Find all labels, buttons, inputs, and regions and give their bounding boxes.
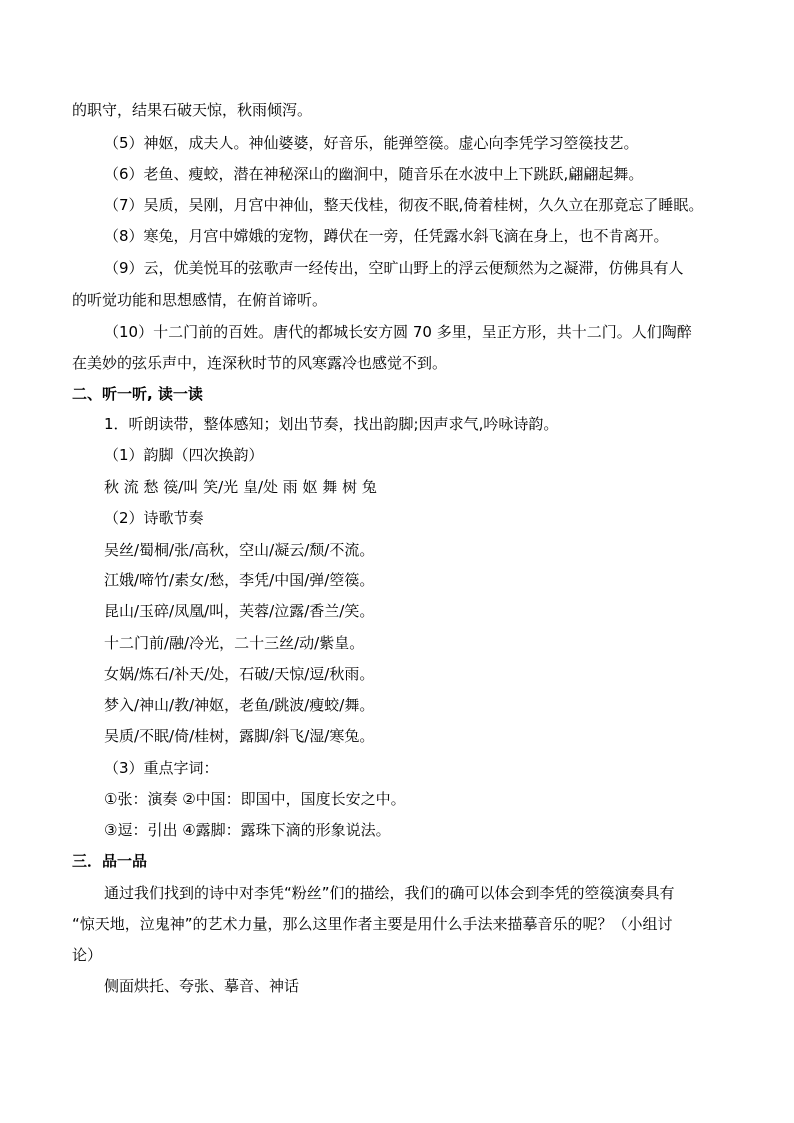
text-line-29: 侧面烘托、夸张、摹音、神话 (104, 977, 300, 995)
text-line-28: 论） (72, 946, 103, 964)
poem-line-3: 昆山/玉碎/凤凰/叫，芙蓉/泣露/香兰/笑。 (104, 602, 375, 620)
section-heading-3: 三．品一品 (72, 852, 148, 870)
text-line-6: （9）云，优美悦耳的弦歌声一经传出，空旷山野上的浮云便颓然为之凝滞，仿佛具有人 (104, 259, 684, 277)
section-heading-2: 二、听一听, 读一读 (72, 385, 203, 403)
text-line-1: 的职守，结果石破天惊，秋雨倾泻。 (72, 101, 313, 119)
poem-line-6: 梦入/神山/教/神妪，老鱼/跳波/瘦蛟/舞。 (104, 696, 375, 714)
text-line-2: （5）神妪，成夫人。神仙婆婆，好音乐，能弹箜篌。虚心向李凭学习箜篌技艺。 (104, 134, 639, 152)
text-line-11: 1．听朗读带，整体感知；划出节奏，找出韵脚;因声求气,吟咏诗韵。 (104, 415, 559, 433)
poem-line-2: 江娥/啼竹/素女/愁，李凭/中国/弹/箜篌。 (104, 571, 375, 589)
keyword-line-2: ③逗：引出 ④露脚：露珠下滴的形象说法。 (104, 821, 391, 839)
text-line-7: 的听觉功能和思想感情，在俯首谛听。 (72, 291, 328, 309)
text-line-22: （3）重点字词： (104, 759, 219, 777)
text-line-4: （7）吴质，吴刚，月宫中神仙，整天伐桂，彻夜不眠,倚着桂树，久久立在那竟忘了睡眠。 (104, 196, 704, 214)
poem-line-1: 吴丝/蜀桐/张/高秋，空山/凝云/颓/不流。 (104, 541, 375, 559)
poem-line-7: 吴质/不眠/倚/桂树，露脚/斜飞/湿/寒兔。 (104, 727, 375, 745)
text-line-12: （1）韵脚（四次换韵） (104, 446, 264, 464)
poem-line-5: 女娲/炼石/补天/处，石破/天惊/逗/秋雨。 (104, 665, 375, 683)
keyword-line-1: ①张：演奏 ②中国：即国中，国度长安之中。 (104, 790, 406, 808)
text-line-9: 在美妙的弦乐声中，连深秋时节的风寒露冷也感觉不到。 (72, 354, 448, 372)
poem-line-4: 十二门前/融/冷光，二十三丝/动/紫皇。 (104, 634, 365, 652)
text-line-13: 秋 流 愁 篌/叫 笑/光 皇/处 雨 妪 舞 树 兔 (104, 478, 377, 496)
text-line-8: （10）十二门前的百姓。唐代的都城长安方圆 70 多里，呈正方形，共十二门。人们陶醉 (104, 323, 692, 341)
text-line-3: （6）老鱼、瘦蛟，潜在神秘深山的幽涧中，随音乐在水波中上下跳跃,翩翩起舞。 (104, 165, 644, 183)
text-line-5: （8）寒兔，月宫中嫦娥的宠物，蹲伏在一旁，任凭露水斜飞滴在身上，也不肯离开。 (104, 227, 669, 245)
text-line-26: 通过我们找到的诗中对李凭“粉丝”们的描绘，我们的确可以体会到李凭的箜篌演奏具有 (104, 884, 675, 902)
text-line-14: （2）诗歌节奏 (104, 509, 204, 527)
text-line-27: “惊天地，泣鬼神”的艺术力量，那么这里作者主要是用什么手法来描摹音乐的呢？（小组讨 (72, 915, 673, 933)
